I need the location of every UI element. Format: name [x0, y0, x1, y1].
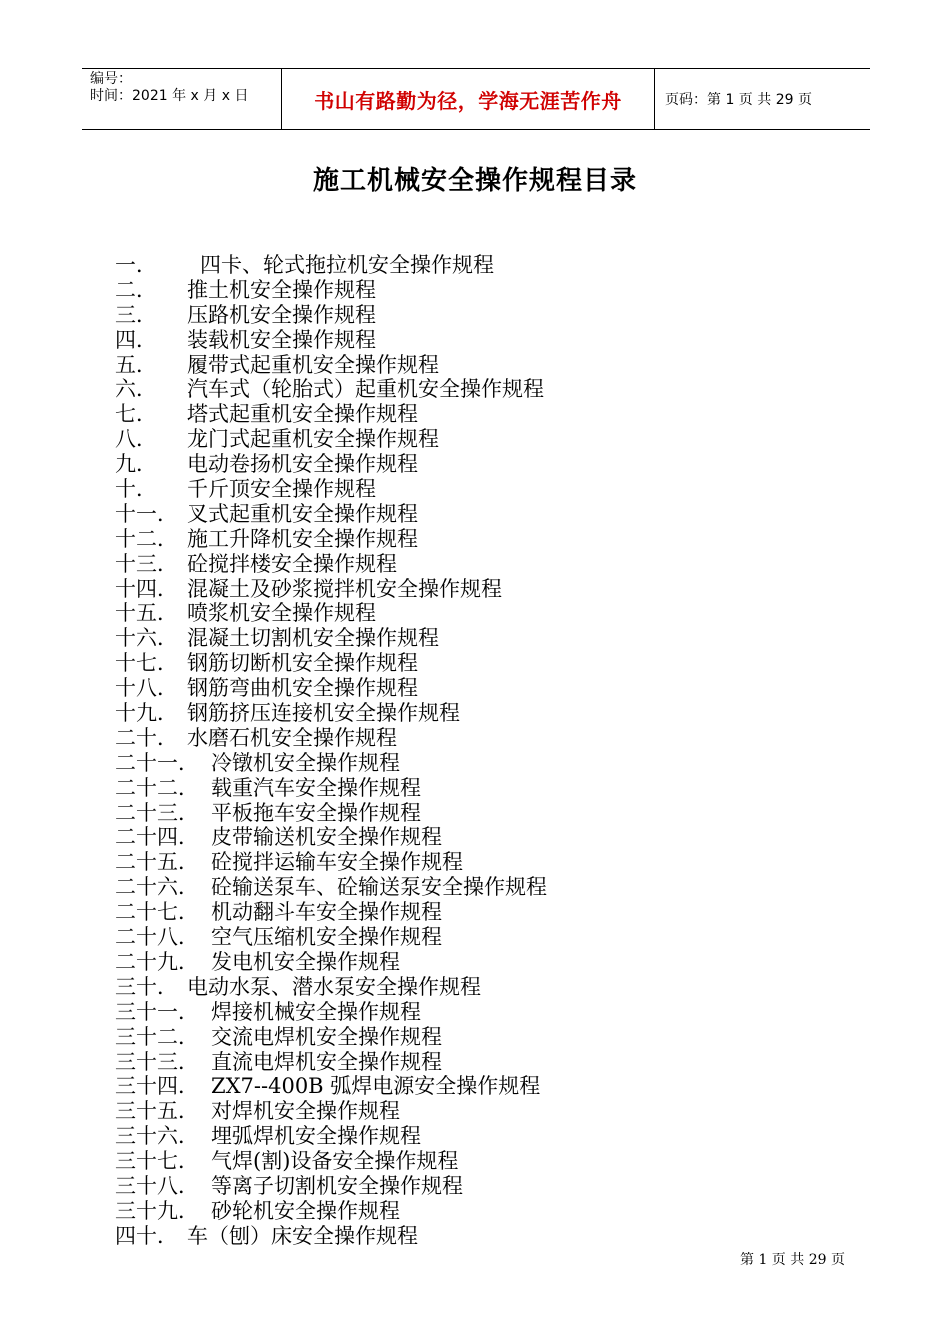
- toc-item: [115, 975, 875, 1000]
- header-meta: [82, 69, 282, 129]
- toc-item-label: 气焊(割)设备安全操作规程: [211, 1149, 459, 1174]
- toc-item: [115, 1174, 875, 1199]
- toc-item-label: 履带式起重机安全操作规程: [187, 352, 439, 377]
- toc-item-number: 三十三．: [115, 1049, 199, 1074]
- toc-item-label: 塔式起重机安全操作规程: [187, 402, 418, 427]
- toc-item-number: 三十二．: [115, 1024, 199, 1049]
- toc-item-number: 二十四．: [115, 825, 199, 850]
- toc-item-label: 汽车式（轮胎式）起重机安全操作规程: [187, 377, 544, 402]
- toc-item-number: 二．: [115, 277, 157, 302]
- toc-item: [115, 801, 875, 826]
- toc-item: [115, 1074, 875, 1099]
- toc-item: [115, 477, 875, 502]
- toc-item-label: 压路机安全操作规程: [187, 302, 376, 327]
- toc-item: [115, 278, 875, 303]
- toc-item: [115, 701, 875, 726]
- toc-item: [115, 402, 875, 427]
- toc-item-label: 钢筋切断机安全操作规程: [187, 651, 418, 676]
- toc-item-label: 直流电焊机安全操作规程: [211, 1049, 442, 1074]
- toc-item-label: 钢筋弯曲机安全操作规程: [187, 676, 418, 701]
- toc-item: [115, 1199, 875, 1224]
- toc-item-number: 一．: [115, 253, 157, 277]
- toc-item-label: 发电机安全操作规程: [211, 949, 400, 974]
- toc-item-number: 二十二．: [115, 775, 199, 800]
- toc-item-label: 混凝土及砂浆搅拌机安全操作规程: [187, 576, 502, 601]
- toc-item: [115, 950, 875, 975]
- toc-item-label: 交流电焊机安全操作规程: [211, 1024, 442, 1049]
- toc-item-label: 钢筋挤压连接机安全操作规程: [187, 701, 460, 726]
- toc-item-number: 九．: [115, 452, 157, 477]
- number-label: 编号：: [90, 71, 132, 87]
- toc-item-number: 三十七．: [115, 1149, 199, 1174]
- toc-item-label: 载重汽车安全操作规程: [211, 775, 421, 800]
- toc-item-label: 埋弧焊机安全操作规程: [211, 1124, 421, 1149]
- toc-item-number: 二十九．: [115, 949, 199, 974]
- header-page-info: 页码：第 1 页 共 29 页: [665, 92, 812, 108]
- toc-item-number: 三十．: [115, 974, 178, 999]
- toc-item: [115, 825, 875, 850]
- toc-item-number: 二十七．: [115, 900, 199, 925]
- toc-item: [115, 1000, 875, 1025]
- toc-item: [115, 552, 875, 577]
- toc-item-label: 推土机安全操作规程: [187, 277, 376, 302]
- toc-item-label: 空气压缩机安全操作规程: [211, 925, 442, 950]
- toc-item-number: 二十六．: [115, 875, 199, 900]
- toc-item-number: 二十一．: [115, 750, 199, 775]
- toc-item-number: 六．: [115, 377, 157, 402]
- toc-item: [115, 303, 875, 328]
- toc-item: [115, 1149, 875, 1174]
- toc-item: [115, 875, 875, 900]
- toc-item-number: 三十六．: [115, 1124, 199, 1149]
- toc-item-number: 三十九．: [115, 1198, 199, 1223]
- document-title: 施工机械安全操作规程目录: [312, 166, 637, 196]
- toc-item-label: 车（刨）床安全操作规程: [187, 1223, 418, 1248]
- page-header: [82, 68, 870, 130]
- toc-item: [115, 651, 875, 676]
- toc-item: [115, 776, 875, 801]
- toc-item-number: 五．: [115, 352, 157, 377]
- toc-item-label: 龙门式起重机安全操作规程: [187, 427, 439, 452]
- toc-item-label: 冷镦机安全操作规程: [211, 750, 400, 775]
- toc-item: [115, 1099, 875, 1124]
- page-footer: 第 1 页 共 29 页: [740, 1252, 845, 1268]
- toc-item-number: 四十．: [115, 1223, 178, 1248]
- toc-item-number: 十七．: [115, 651, 178, 676]
- toc-item-number: 十．: [115, 477, 157, 502]
- toc-item-label: 等离子切割机安全操作规程: [211, 1173, 463, 1198]
- toc-item-number: 四．: [115, 327, 157, 352]
- toc-item-number: 三十一．: [115, 999, 199, 1024]
- toc-item: [115, 925, 875, 950]
- header-motto: 书山有路勤为径，学海无涯苦作舟: [282, 69, 655, 129]
- toc-item-number: 二十三．: [115, 800, 199, 825]
- toc-item: [115, 328, 875, 353]
- toc-item: [115, 751, 875, 776]
- toc-item-label: 叉式起重机安全操作规程: [187, 501, 418, 526]
- toc-item-number: 三十四．: [115, 1074, 199, 1099]
- toc-item: [115, 626, 875, 651]
- toc-item: [115, 1224, 875, 1249]
- toc-item-number: 十五．: [115, 601, 178, 626]
- toc-item-number: 十一．: [115, 501, 178, 526]
- toc-item-label: 砼搅拌运输车安全操作规程: [211, 850, 463, 875]
- toc-item-label: 四卡、轮式拖拉机安全操作规程: [200, 253, 494, 277]
- toc-item: [115, 1025, 875, 1050]
- toc-item-label: 电动卷扬机安全操作规程: [187, 452, 418, 477]
- toc-item-number: 三十五．: [115, 1099, 199, 1124]
- toc-item: [115, 577, 875, 602]
- toc-item: [115, 850, 875, 875]
- toc-item-label: 喷浆机安全操作规程: [187, 601, 376, 626]
- toc-item-number: 二十．: [115, 725, 178, 750]
- toc-item-number: 十三．: [115, 551, 178, 576]
- toc-item-label: ZX7--400B 弧焊电源安全操作规程: [211, 1074, 541, 1099]
- toc-item: [115, 676, 875, 701]
- toc-item-label: 焊接机械安全操作规程: [211, 999, 421, 1024]
- toc-item-label: 砼输送泵车、砼输送泵安全操作规程: [211, 875, 547, 900]
- toc-item-label: 皮带输送机安全操作规程: [211, 825, 442, 850]
- time-label: 时间：2021 年 x 月 x 日: [90, 88, 249, 104]
- toc-item-number: 二十五．: [115, 850, 199, 875]
- toc-item: [115, 502, 875, 527]
- toc-item: [115, 900, 875, 925]
- toc-item: [115, 726, 875, 751]
- toc-item: [115, 253, 875, 278]
- toc-item-label: 机动翻斗车安全操作规程: [211, 900, 442, 925]
- toc-item: [115, 1050, 875, 1075]
- toc-item-number: 三十八．: [115, 1173, 199, 1198]
- toc-item-label: 电动水泵、潜水泵安全操作规程: [187, 974, 481, 999]
- toc-item: [115, 452, 875, 477]
- toc-item-number: 三．: [115, 302, 157, 327]
- toc-item-number: 八．: [115, 427, 157, 452]
- table-of-contents: [115, 253, 875, 1249]
- toc-item-label: 砂轮机安全操作规程: [211, 1198, 400, 1223]
- toc-item: [115, 377, 875, 402]
- toc-item-number: 十九．: [115, 701, 178, 726]
- toc-item: [115, 427, 875, 452]
- toc-item: [115, 353, 875, 378]
- toc-item-number: 十八．: [115, 676, 178, 701]
- toc-item-label: 施工升降机安全操作规程: [187, 526, 418, 551]
- toc-item-label: 平板拖车安全操作规程: [211, 800, 421, 825]
- toc-item-label: 砼搅拌楼安全操作规程: [187, 551, 397, 576]
- toc-item-label: 混凝土切割机安全操作规程: [187, 626, 439, 651]
- toc-item-label: 对焊机安全操作规程: [211, 1099, 400, 1124]
- toc-item-label: 水磨石机安全操作规程: [187, 725, 397, 750]
- toc-item: [115, 1124, 875, 1149]
- toc-item-label: 装载机安全操作规程: [187, 327, 376, 352]
- toc-item: [115, 527, 875, 552]
- toc-item: [115, 601, 875, 626]
- toc-item-number: 七．: [115, 402, 157, 427]
- toc-item-number: 十二．: [115, 526, 178, 551]
- toc-item-number: 十四．: [115, 576, 178, 601]
- toc-item-number: 十六．: [115, 626, 178, 651]
- toc-item-label: 千斤顶安全操作规程: [187, 477, 376, 502]
- toc-item-number: 二十八．: [115, 925, 199, 950]
